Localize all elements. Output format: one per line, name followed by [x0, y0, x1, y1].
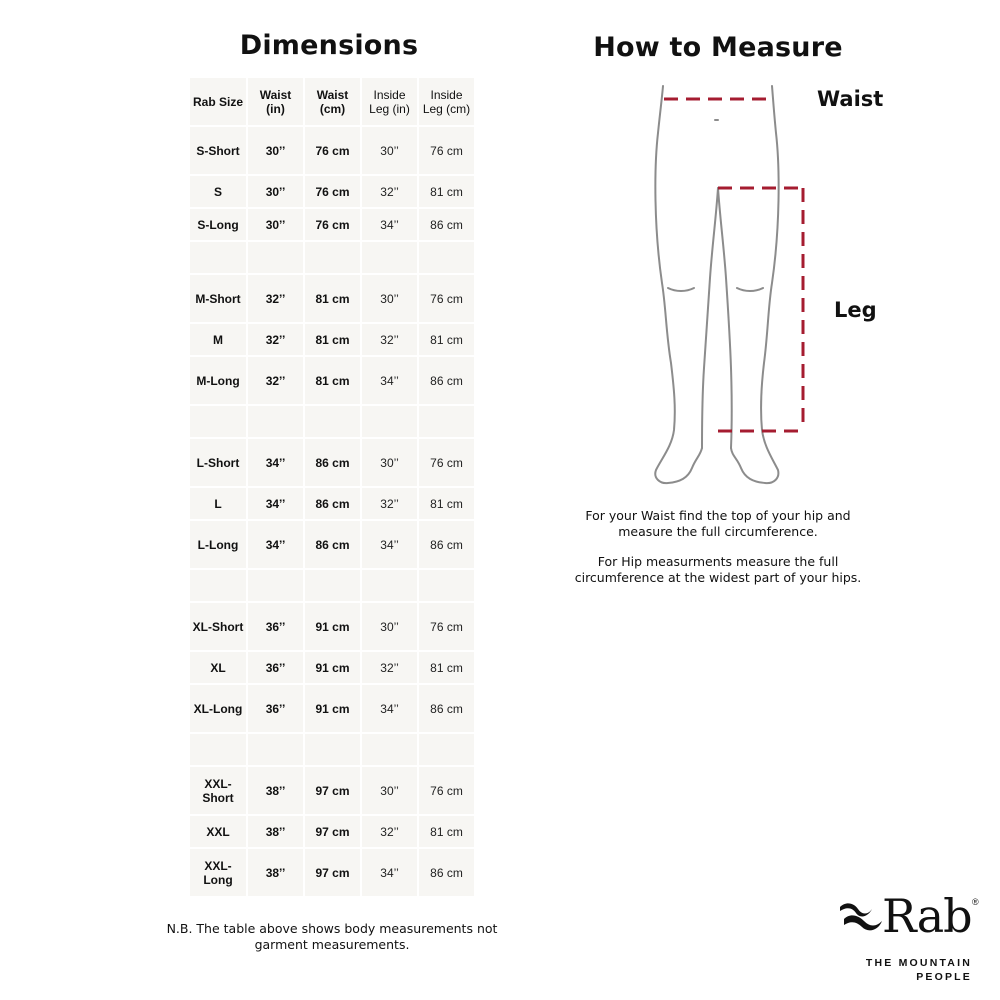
- table-spacer-row: [190, 406, 474, 437]
- spacer-cell: [419, 734, 474, 765]
- cell-size: XXL: [190, 816, 246, 847]
- cell-leg-in: 30’’: [362, 603, 417, 650]
- header-waist-in: Waist (in): [248, 78, 303, 125]
- leg-label: Leg: [834, 298, 877, 322]
- cell-leg-in: 34’’: [362, 849, 417, 896]
- table-row: [190, 488, 474, 519]
- spacer-cell: [362, 406, 417, 437]
- cell-waist-in: 36’’: [248, 685, 303, 732]
- cell-waist-cm: 91 cm: [305, 603, 360, 650]
- spacer-cell: [305, 242, 360, 273]
- spacer-cell: [419, 406, 474, 437]
- table-body: [190, 127, 474, 896]
- logo-brand: Rab: [882, 889, 972, 943]
- cell-waist-cm: 81 cm: [305, 275, 360, 322]
- table-row: [190, 357, 474, 404]
- spacer-cell: [190, 406, 246, 437]
- table-note: N.B. The table above shows body measurements not garment measurements.: [166, 921, 498, 952]
- cell-leg-cm: 76 cm: [419, 127, 474, 174]
- cell-leg-cm: 81 cm: [419, 816, 474, 847]
- cell-size: S-Short: [190, 127, 246, 174]
- table-row: [190, 176, 474, 207]
- cell-waist-cm: 86 cm: [305, 488, 360, 519]
- cell-leg-in: 30’’: [362, 439, 417, 486]
- cell-waist-cm: 97 cm: [305, 816, 360, 847]
- spacer-cell: [190, 242, 246, 273]
- spacer-cell: [248, 570, 303, 601]
- measure-instructions: [560, 508, 876, 586]
- rab-logo: [838, 889, 984, 985]
- table-spacer-row: [190, 570, 474, 601]
- table-row: [190, 209, 474, 240]
- cell-leg-in: 34’’: [362, 685, 417, 732]
- cell-leg-cm: 76 cm: [419, 603, 474, 650]
- spacer-cell: [305, 734, 360, 765]
- spacer-cell: [190, 734, 246, 765]
- size-table: [188, 76, 476, 898]
- cell-size: M-Short: [190, 275, 246, 322]
- cell-waist-in: 32’’: [248, 275, 303, 322]
- spacer-cell: [248, 242, 303, 273]
- cell-leg-cm: 86 cm: [419, 209, 474, 240]
- cell-size: XL: [190, 652, 246, 683]
- cell-leg-cm: 81 cm: [419, 324, 474, 355]
- table-spacer-row: [190, 242, 474, 273]
- table-row: [190, 324, 474, 355]
- cell-leg-in: 32’’: [362, 324, 417, 355]
- cell-leg-cm: 81 cm: [419, 488, 474, 519]
- leg-diagram: [600, 78, 900, 498]
- cell-leg-in: 32’’: [362, 488, 417, 519]
- cell-size: S-Long: [190, 209, 246, 240]
- cell-leg-cm: 76 cm: [419, 767, 474, 814]
- logo-tagline-1: THE MOUNTAIN: [865, 957, 972, 969]
- leg-outline: [655, 86, 778, 483]
- table-spacer-row: [190, 734, 474, 765]
- cell-waist-cm: 76 cm: [305, 176, 360, 207]
- cell-leg-cm: 81 cm: [419, 176, 474, 207]
- cell-waist-in: 34’’: [248, 439, 303, 486]
- cell-waist-in: 30’’: [248, 176, 303, 207]
- cell-waist-in: 38’’: [248, 816, 303, 847]
- rab-wave-icon: [838, 899, 888, 939]
- dimensions-title: Dimensions: [239, 30, 419, 61]
- cell-size: S: [190, 176, 246, 207]
- cell-leg-in: 30’’: [362, 767, 417, 814]
- cell-waist-cm: 81 cm: [305, 357, 360, 404]
- cell-leg-cm: 86 cm: [419, 685, 474, 732]
- table-header-row: [190, 78, 474, 125]
- cell-size: XL-Long: [190, 685, 246, 732]
- waist-instruction: For your Waist find the top of your hip and measure the full circumference.: [585, 508, 851, 539]
- spacer-cell: [248, 734, 303, 765]
- spacer-cell: [362, 570, 417, 601]
- spacer-cell: [305, 570, 360, 601]
- measure-lines: [664, 99, 803, 431]
- cell-leg-in: 32’’: [362, 816, 417, 847]
- cell-leg-cm: 81 cm: [419, 652, 474, 683]
- table-row: [190, 767, 474, 814]
- cell-waist-cm: 97 cm: [305, 767, 360, 814]
- table-row: [190, 275, 474, 322]
- cell-leg-cm: 86 cm: [419, 357, 474, 404]
- logo-tagline-2: PEOPLE: [916, 971, 972, 983]
- cell-waist-cm: 91 cm: [305, 652, 360, 683]
- table-row: [190, 685, 474, 732]
- cell-waist-in: 38’’: [248, 767, 303, 814]
- cell-waist-cm: 76 cm: [305, 127, 360, 174]
- cell-leg-in: 32’’: [362, 176, 417, 207]
- spacer-cell: [362, 242, 417, 273]
- cell-leg-in: 34’’: [362, 209, 417, 240]
- spacer-cell: [419, 570, 474, 601]
- cell-leg-in: 34’’: [362, 521, 417, 568]
- cell-waist-in: 34’’: [248, 488, 303, 519]
- table-row: [190, 439, 474, 486]
- cell-waist-in: 30’’: [248, 127, 303, 174]
- cell-leg-in: 34’’: [362, 357, 417, 404]
- cell-waist-cm: 81 cm: [305, 324, 360, 355]
- cell-leg-in: 30’’: [362, 275, 417, 322]
- header-waist-cm: Waist (cm): [305, 78, 360, 125]
- cell-leg-in: 32’’: [362, 652, 417, 683]
- cell-leg-cm: 86 cm: [419, 849, 474, 896]
- spacer-cell: [248, 406, 303, 437]
- cell-waist-in: 32’’: [248, 357, 303, 404]
- cell-size: L-Short: [190, 439, 246, 486]
- spacer-cell: [419, 242, 474, 273]
- cell-waist-in: 36’’: [248, 652, 303, 683]
- cell-waist-in: 32’’: [248, 324, 303, 355]
- spacer-cell: [305, 406, 360, 437]
- cell-waist-cm: 76 cm: [305, 209, 360, 240]
- cell-waist-cm: 91 cm: [305, 685, 360, 732]
- waist-label: Waist: [817, 87, 884, 111]
- cell-size: XXL-Long: [190, 849, 246, 896]
- cell-leg-in: 30’’: [362, 127, 417, 174]
- cell-waist-cm: 97 cm: [305, 849, 360, 896]
- cell-leg-cm: 76 cm: [419, 439, 474, 486]
- cell-size: XXL-Short: [190, 767, 246, 814]
- hip-instruction: For Hip measurments measure the full circumference at the widest part of your hips.: [574, 554, 862, 585]
- table-row: [190, 849, 474, 896]
- header-leg-cm: Inside Leg (cm): [419, 78, 474, 125]
- spacer-cell: [362, 734, 417, 765]
- header-leg-in: Inside Leg (in): [362, 78, 417, 125]
- cell-size: L-Long: [190, 521, 246, 568]
- table-row: [190, 816, 474, 847]
- cell-size: M-Long: [190, 357, 246, 404]
- logo-registered: ®: [972, 897, 979, 907]
- how-to-measure-title: How to Measure: [593, 32, 843, 63]
- table-row: [190, 652, 474, 683]
- cell-size: M: [190, 324, 246, 355]
- spacer-cell: [190, 570, 246, 601]
- cell-waist-in: 30’’: [248, 209, 303, 240]
- cell-waist-cm: 86 cm: [305, 439, 360, 486]
- cell-leg-cm: 86 cm: [419, 521, 474, 568]
- cell-waist-in: 36’’: [248, 603, 303, 650]
- cell-waist-in: 34’’: [248, 521, 303, 568]
- header-size: Rab Size: [190, 78, 246, 125]
- table-row: [190, 127, 474, 174]
- cell-size: XL-Short: [190, 603, 246, 650]
- cell-size: L: [190, 488, 246, 519]
- cell-waist-cm: 86 cm: [305, 521, 360, 568]
- table-row: [190, 603, 474, 650]
- cell-waist-in: 38’’: [248, 849, 303, 896]
- table-row: [190, 521, 474, 568]
- cell-leg-cm: 76 cm: [419, 275, 474, 322]
